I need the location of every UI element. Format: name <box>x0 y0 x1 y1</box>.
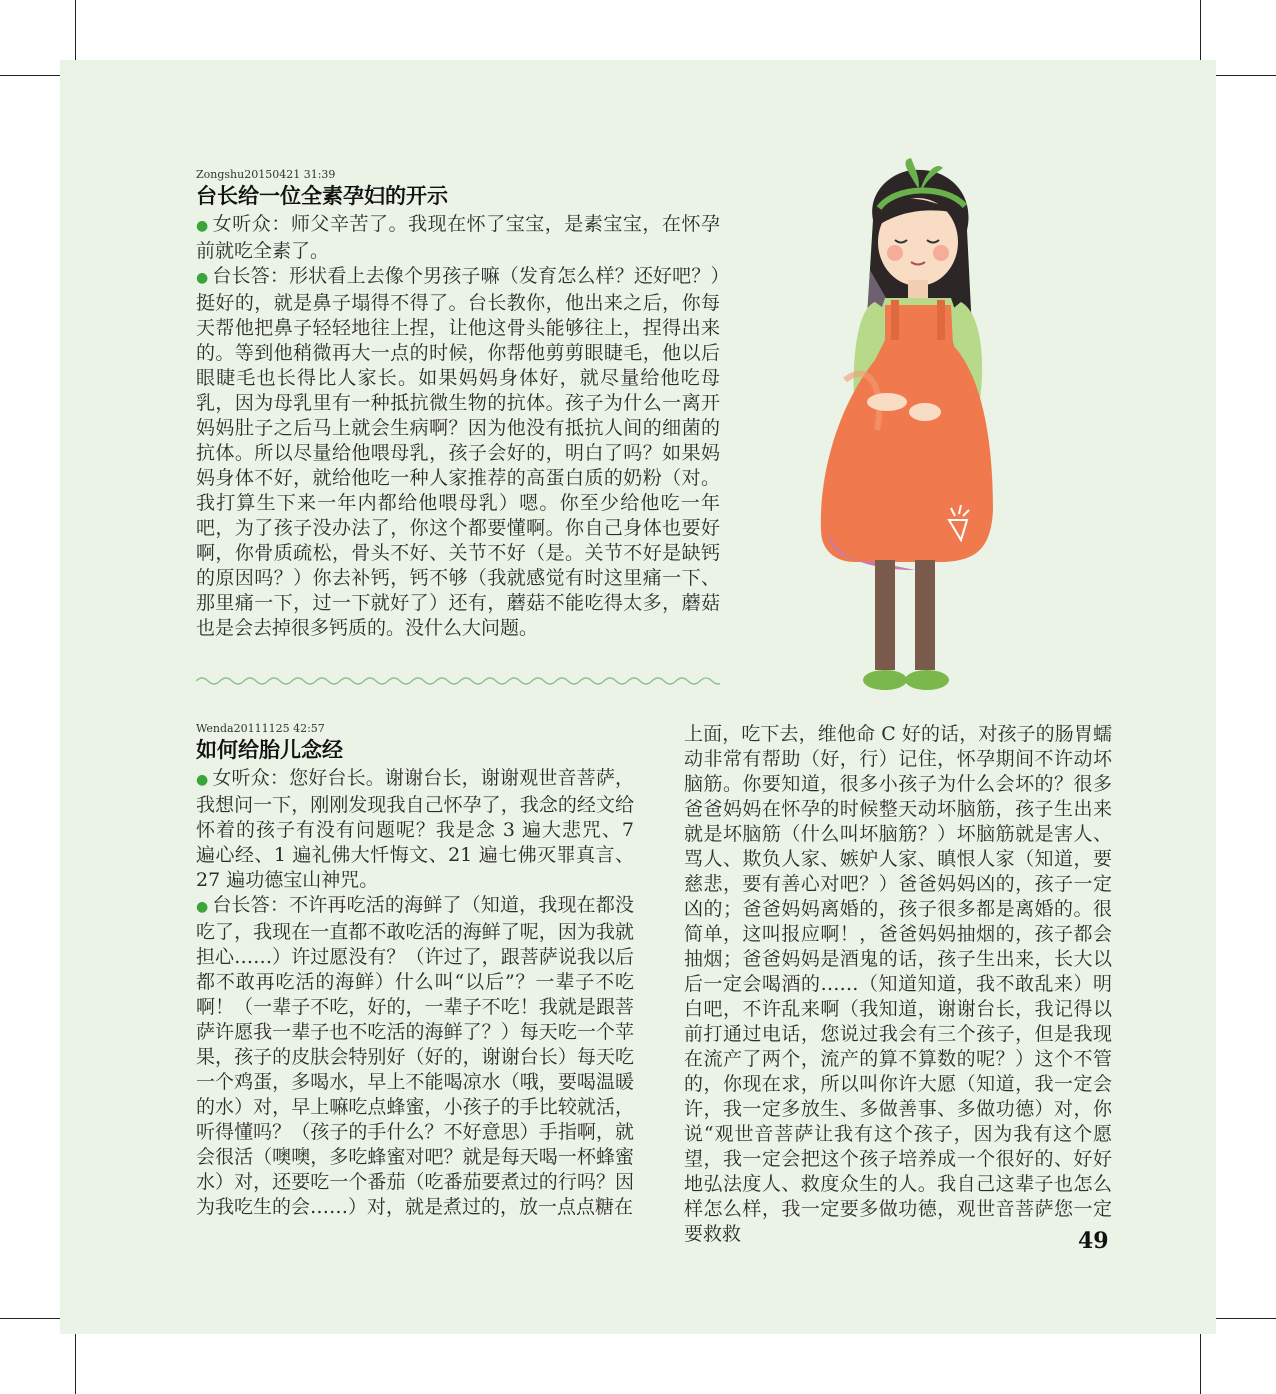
bullet-icon: ● <box>196 218 209 234</box>
article-2-paragraph <box>196 766 634 893</box>
crop-mark <box>1216 75 1276 76</box>
crop-mark <box>1200 0 1201 60</box>
article-1-paragraph <box>196 212 720 264</box>
paragraph-text: 台长答：形状看上去像个男孩子嘛（发育怎么样？还好吧？）挺好的，就是鼻子塌得不得了。台长教你，他出来之后，你每天帮他把鼻子轻轻地往上捏，让他这骨头能够往上，捏得出来的。等到他稍微再大一点的时候，你帮他剪剪眼睫毛，他以后眼睫毛也长得比人家长。如果妈妈身体好，就尽量给他吃母乳，因为母乳里有一种抵抗微生物的抗体。孩子为什么一离开妈妈肚子之后马上就会生病啊？因为他没有抵抗人间的细菌的抗体。所以尽量给他喂母乳，孩子会好的，明白了吗？如果妈妈身体不好，就给他吃一种人家推荐的高蛋白质的奶粉（对。我打算生下来一年内都给他喂母乳）嗯。你至少给他吃一年吧，为了孩子没办法了，你这个都要懂啊。你自己身体也要好啊，你骨质疏松，骨头不好、关节不好（是。关节不好是缺钙的原因吗？）你去补钙，钙不够（我就感觉有时这里痛一下、那里痛一下，过一下就好了）还有，蘑菇不能吃得太多，蘑菇也是会去掉很多钙质的。没什么大问题。 <box>196 265 720 639</box>
article-1-paragraph <box>196 264 720 641</box>
article-1 <box>196 168 720 641</box>
crop-mark <box>75 0 76 60</box>
wavy-divider <box>196 674 720 688</box>
paragraph-text: 女听众：您好台长。谢谢台长，谢谢观世音菩萨，我想问一下，刚刚发现我自己怀孕了，我念的经文给怀着的孩子有没有问题呢？我是念 3 遍大悲咒、7 遍心经、1 遍礼佛大忏悔文、21 遍七佛灭罪真言、27 遍功德宝山神咒。 <box>196 767 634 891</box>
crop-mark <box>1216 1318 1276 1319</box>
pregnant-woman-illustration <box>815 150 1025 705</box>
continuation-text: 上面，吃下去，维他命 C 好的话，对孩子的肠胃蠕动非常有帮助（好，行）记住，怀孕期间不许动坏脑筋。你要知道，很多小孩子为什么会坏的？很多爸爸妈妈在怀孕的时候整天动坏脑筋，孩子生出来就是坏脑筋（什么叫坏脑筋？）坏脑筋就是害人、骂人、欺负人家、嫉妒人家、瞋恨人家（知道，要慈悲，要有善心对吧？）爸爸妈妈凶的，孩子一定凶的；爸爸妈妈离婚的，孩子很多都是离婚的。很简单，这叫报应啊！，爸爸妈妈抽烟的，孩子都会抽烟；爸爸妈妈是酒鬼的话，孩子生出来，长大以后一定会喝酒的……（知道知道，我不敢乱来）明白吧，不许乱来啊（我知道，谢谢台长，我记得以前打通过电话，您说过我会有三个孩子，但是我现在流产了两个，流产的算不算数的呢？）这个不管的，你现在求，所以叫你许大愿（知道，我一定会许，我一定多放生、多做善事、多做功德）对，你说“观世音菩萨让我有这个孩子，因为我有这个愿望，我一定会把这个孩子培养成一个很好的、好好地弘法度人、救度众生的人。我自己这辈子也怎么样怎么样，我一定要多做功德，观世音菩萨您一定要救救 <box>684 723 1112 1245</box>
page-number: 49 <box>1078 1228 1109 1254</box>
article-2 <box>196 722 634 1220</box>
crop-mark <box>0 75 60 76</box>
paragraph-text: 女听众：师父辛苦了。我现在怀了宝宝，是素宝宝，在怀孕前就吃全素了。 <box>196 213 720 262</box>
article-1-meta: Zongshu20150421 31:39 <box>196 168 336 181</box>
crop-mark <box>1200 1334 1201 1394</box>
article-2-title: 如何给胎儿念经 <box>196 738 343 762</box>
bullet-icon: ● <box>196 772 209 788</box>
bullet-icon: ● <box>196 270 209 286</box>
article-2-continuation <box>684 722 1112 1247</box>
article-2-paragraph <box>196 893 634 1220</box>
crop-mark <box>0 1318 60 1319</box>
crop-mark <box>75 1334 76 1394</box>
article-1-title: 台长给一位全素孕妇的开示 <box>196 184 448 208</box>
paragraph-text: 台长答：不许再吃活的海鲜了（知道，我现在都没吃了，我现在一直都不敢吃活的海鲜了呢，因为我就担心……）许过愿没有？（许过了，跟菩萨说我以后都不敢再吃活的海鲜）什么叫“以后”？一辈子不吃啊！（一辈子不吃，好的，一辈子不吃！我就是跟菩萨许愿我一辈子也不吃活的海鲜了？）每天吃一个苹果，孩子的皮肤会特别好（好的，谢谢台长）每天吃一个鸡蛋，多喝水，早上不能喝凉水（哦，要喝温暖的水）对，早上嘛吃点蜂蜜，小孩子的手比较就活，听得懂吗？（孩子的手什么？不好意思）手指啊，就会很活（噢噢，多吃蜂蜜对吧？就是每天喝一杯蜂蜜水）对，还要吃一个番茄（吃番茄要煮过的行吗？因为我吃生的会……）对，就是煮过的，放一点点糖在 <box>196 894 634 1218</box>
article-2-meta: Wenda20111125 42:57 <box>196 722 325 735</box>
bullet-icon: ● <box>196 899 209 915</box>
